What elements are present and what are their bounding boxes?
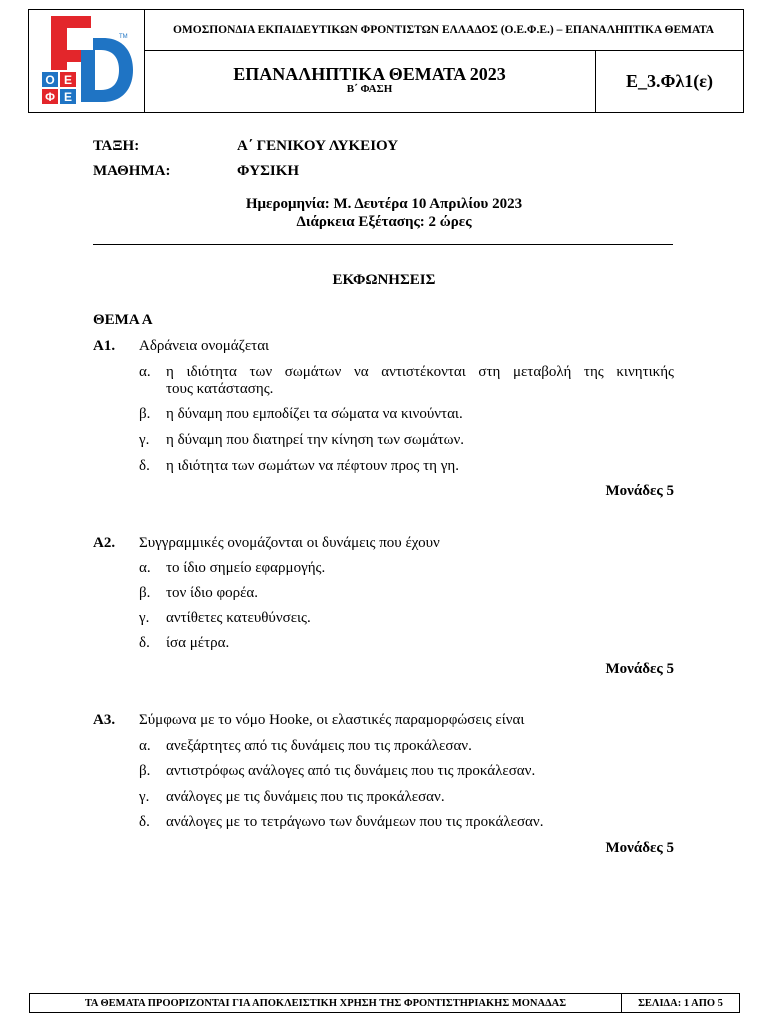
option-text-continued: τους κατάστασης.: [166, 381, 274, 397]
footer-notice: ΤΑ ΘΕΜΑΤΑ ΠΡΟΟΡΙΖΟΝΤΑΙ ΓΙΑ ΑΠΟΚΛΕΙΣΤΙΚΗ ΧΡΗΣΗ ΤΗΣ ΦΡΟΝΤΙΣΤΗΡΙΑΚΗΣ ΜΟΝΑΔΑΣ: [30, 994, 622, 1012]
logo-letter-2: Ε: [63, 73, 72, 87]
option-text: ανάλογες με το τετράγωνο των δυνάμεων που τις προκάλεσαν.: [166, 814, 544, 830]
subject-value: ΦΥΣΙΚΗ: [237, 163, 300, 179]
marks-label: Μονάδες 5: [605, 661, 674, 677]
subject-label: ΜΑΘΗΜΑ:: [93, 163, 171, 179]
option-text: τον ίδιο φορέα.: [166, 585, 258, 601]
option-letter: δ.: [139, 814, 150, 830]
exam-code: Ε_3.Φλ1(ε): [626, 70, 713, 91]
organization-name: ΟΜΟΣΠΟΝΔΙΑ ΕΚΠΑΙΔΕΥΤΙΚΩΝ ΦΡΟΝΤΙΣΤΩΝ ΕΛΛΑΔΟΣ (Ο.Ε.Φ.Ε.) – ΕΠΑΝΑΛΗΠΤΙΚΑ ΘΕΜΑΤΑ: [144, 10, 743, 51]
option-letter: β.: [139, 763, 151, 779]
separator-rule: [93, 244, 673, 245]
question-label: Α2.: [93, 535, 116, 551]
option-letter: β.: [139, 585, 151, 601]
option-text: το ίδιο σημείο εφαρμογής.: [166, 560, 326, 576]
class-value: Α΄ ΓΕΝΙΚΟΥ ΛΥΚΕΙΟΥ: [237, 138, 399, 154]
logo-letter-1: Ο: [45, 73, 55, 87]
question-label: Α1.: [93, 338, 116, 354]
document-footer: [29, 993, 740, 1013]
logo-letter-3: Φ: [45, 90, 55, 104]
option-text: ανεξάρτητες από τις δυνάμεις που τις προκάλεσαν.: [166, 738, 472, 754]
option-letter: δ.: [139, 635, 150, 651]
option-letter: δ.: [139, 458, 150, 474]
svg-text:TM: TM: [119, 34, 128, 40]
question-text: Σύμφωνα με το νόμο Hooke, οι ελαστικές παραμορφώσεις είναι: [139, 712, 525, 728]
theme-title: ΘΕΜΑ Α: [93, 312, 153, 328]
page-number: ΣΕΛΙΔΑ: 1 ΑΠΟ 5: [638, 997, 723, 1009]
marks-label: Μονάδες 5: [605, 840, 674, 856]
class-label: ΤΑΞΗ:: [93, 138, 140, 154]
title-cell: [144, 50, 596, 112]
option-text: η ιδιότητα των σωμάτων να αντιστέκονται στη μεταβολή της κινητικής: [166, 364, 674, 380]
option-letter: β.: [139, 406, 151, 422]
exam-title: ΕΠΑΝΑΛΗΠΤΙΚΑ ΘΕΜΑΤΑ 2023: [233, 64, 506, 84]
option-letter: α.: [139, 738, 151, 754]
section-title: ΕΚΦΩΝΗΣΕΙΣ: [332, 272, 436, 288]
option-letter: γ.: [139, 432, 150, 448]
option-text: η δύναμη που διατηρεί την κίνηση των σωμάτων.: [166, 432, 465, 448]
question-text: Αδράνεια ονομάζεται: [139, 338, 270, 354]
exam-duration: Διάρκεια Εξέτασης: 2 ώρες: [296, 214, 472, 230]
question-label: Α3.: [93, 712, 116, 728]
document-header: [28, 9, 744, 113]
logo-letter-4: Ε: [63, 90, 72, 104]
option-text: η ιδιότητα των σωμάτων να πέφτουν προς τη γη.: [166, 458, 459, 474]
logo-cell: [29, 10, 145, 112]
option-letter: γ.: [139, 610, 150, 626]
option-text: αντιστρόφως ανάλογες από τις δυνάμεις που τις προκάλεσαν.: [166, 763, 536, 779]
option-letter: α.: [139, 560, 151, 576]
option-text: η δύναμη που εμποδίζει τα σώματα να κινούνται.: [166, 406, 463, 422]
option-text: αντίθετες κατευθύνσεις.: [166, 610, 311, 626]
exam-phase: Β΄ ΦΑΣΗ: [346, 83, 393, 95]
option-letter: γ.: [139, 789, 150, 805]
marks-label: Μονάδες 5: [605, 483, 674, 499]
question-text: Συγγραμμικές ονομάζονται οι δυνάμεις που έχουν: [139, 535, 440, 551]
option-text: ίσα μέτρα.: [166, 635, 230, 651]
option-letter: α.: [139, 364, 151, 380]
exam-date: Ημερομηνία: Μ. Δευτέρα 10 Απριλίου 2023: [245, 196, 523, 212]
option-text: ανάλογες με τις δυνάμεις που τις προκάλεσαν.: [166, 789, 445, 805]
